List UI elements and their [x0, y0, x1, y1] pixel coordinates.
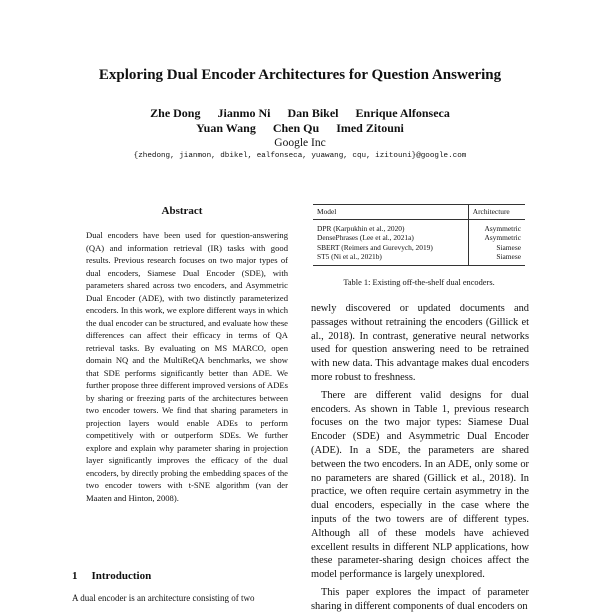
header-architecture: Architecture [468, 205, 525, 220]
paragraph: newly discovered or updated documents and passages without retraining the encoders (Gillick et al., 2018). In contrast, generative neural networks used for question answering need to be retrained with new data. This advantage makes dual encoders more robust to freshness. [311, 303, 529, 383]
author-name: Yuan Wang [196, 121, 256, 135]
author-emails: {zhedong, jianmon, dbikel, ealfonseca, yuawang, cqu, izitouni}@google.com [133, 152, 467, 160]
author-name: Dan Bikel [287, 106, 339, 120]
author-name: Jianmo Ni [217, 106, 271, 120]
table-row [313, 233, 525, 243]
section-number: 1 [72, 570, 78, 582]
section-heading-introduction [72, 570, 151, 582]
author-name: Enrique Alfonseca [355, 106, 450, 120]
paper-title: Exploring Dual Encoder Architectures for Question Answering [98, 67, 502, 83]
section-title: Introduction [91, 570, 152, 582]
header-model: Model [317, 207, 337, 216]
cell-model: DPR (Karpukhin et al., 2020) [317, 223, 405, 233]
author-name: Chen Qu [272, 121, 320, 135]
table-row [313, 252, 525, 265]
cell-architecture: Asymmetric [468, 233, 525, 243]
author-name: Imed Zitouni [336, 121, 404, 135]
cell-architecture: Siamese [468, 252, 525, 265]
author-name: Zhe Dong [150, 106, 201, 120]
abstract-section [72, 204, 292, 504]
right-column-body [311, 302, 529, 615]
paragraph: This paper explores the impact of parameter sharing in different components of dual encoders on [311, 586, 529, 612]
cell-architecture: Siamese [468, 243, 525, 253]
abstract-heading: Abstract [161, 205, 203, 217]
cell-model: SBERT (Reimers and Gurevych, 2019) [317, 242, 433, 252]
author-list [60, 106, 540, 136]
author-row-1 [60, 106, 540, 121]
author-row-2 [60, 121, 540, 136]
cell-model: ST5 (Ni et al., 2021b) [317, 252, 382, 261]
dual-encoder-table [313, 204, 525, 266]
cell-architecture: Asymmetric [468, 219, 525, 233]
paragraph: There are different valid designs for dual encoders. As shown in Table 1, previous research focuses on the two major types: Siamese Dual Encoder (SDE) and Asymmetric Dual Encoder (ADE). In a SDE, the parameters are shared between the two encoders. In an ADE, only some or no parameters are shared (Gillick et al., 2018). In practice, we often require certain asymmetry in the dual encoders, especially in the case where the inputs of the two towers are of different types. Although all of these models have achieved excellent results in different NLP applications, how these parameter-sharing design choices affect the model performance is largely unexplored. [311, 389, 529, 581]
table-caption: Table 1: Existing off-the-shelf dual encoders. [343, 278, 495, 287]
table-row [313, 243, 525, 253]
introduction-first-line: A dual encoder is an architecture consisting of two [72, 593, 255, 603]
table-row [313, 219, 525, 233]
table-header-row [313, 205, 525, 220]
cell-model: DensePhrases (Lee et al., 2021a) [317, 233, 414, 242]
table-1 [313, 204, 525, 266]
abstract-text: Dual encoders have been used for question-answering (QA) and information retrieval (IR) tasks with good results. Previous research focuses on two major types of dual encoders, Siamese Dual Encoder (SDE), with parameters shared across two encoders, and Asymmetric Dual Encoder (ADE), with two distinctly parameterized encoders. In this work, we explore different ways in which the dual encoder can be structured, and evaluate how these differences can affect their efficacy in terms of QA retrieval tasks. By evaluating on MS MARCO, open domain NQ and the MultiReQA benchmarks, we show that SDE performs significantly better than ADE. We further propose three different improved versions of ADEs by sharing or freezing parts of the architectures between two encoder towers. We find that sharing parameters in projection layers would enable ADEs to perform competitively with or outperform SDEs. We further explore and explain why parameter sharing in projection layer significantly improves the efficacy of the dual encoders, by directly probing the embedding spaces of the two encoder towers with t-SNE algorithm (van der Maaten and Hinton, 2008). [86, 230, 288, 503]
affiliation: Google Inc [274, 137, 326, 149]
